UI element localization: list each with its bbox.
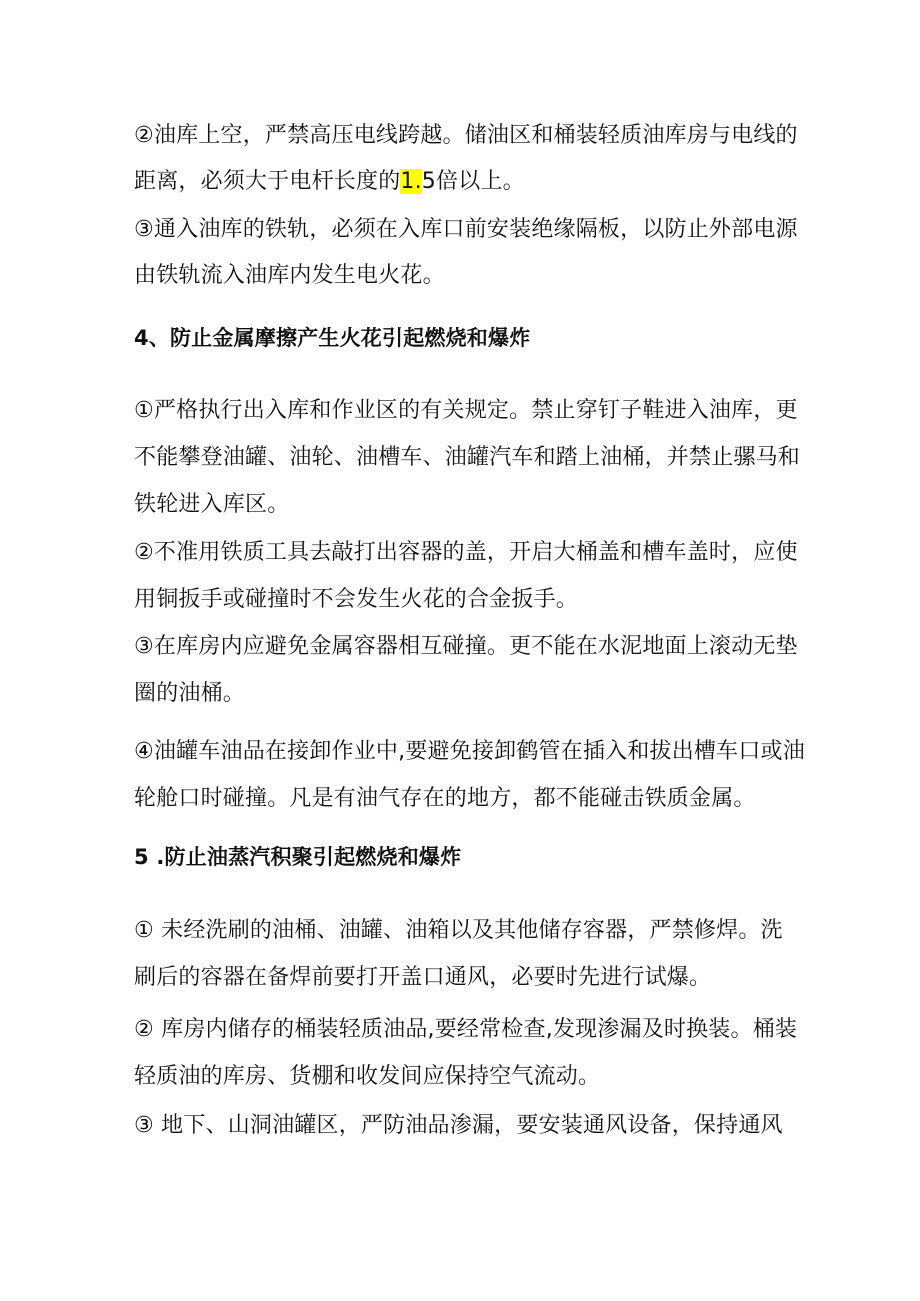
paragraph-line: ①严格执行出入库和作业区的有关规定。禁止穿钉子鞋进入油库，更 [134, 398, 798, 423]
paragraph-line: 不能攀登油罐、油轮、油槽车、油罐汽车和踏上油桶，并禁止骡马和 [134, 445, 801, 470]
paragraph-line: 铁轮进入库区。 [134, 492, 290, 517]
text-span: 5倍以上。 [421, 169, 525, 194]
paragraph-line: 轻质油的库房、货棚和收发间应保持空气流动。 [134, 1064, 601, 1089]
paragraph-line: ②不准用铁质工具去敲打出容器的盖，开启大桶盖和槽车盖时，应使 [134, 540, 798, 565]
paragraph-line: ② 库房内储存的桶装轻质油品,要经常检查,发现渗漏及时换装。桶装 [134, 1017, 798, 1042]
paragraph-line: ②油库上空，严禁高压电线跨越。储油区和桶装轻质油库房与电线的 [134, 123, 798, 148]
paragraph-line [134, 167, 525, 197]
highlighted-text: 1. [400, 169, 422, 194]
paragraph-line: 由铁轨流入油库内发生电火花。 [134, 263, 445, 288]
paragraph-line: ③在库房内应避免金属容器相互碰撞。更不能在水泥地面上滚动无垫 [134, 634, 798, 659]
section-heading: 5 .防止油蒸汽积聚引起燃烧和爆炸 [134, 845, 462, 869]
text-span: 距离，必须大于电杆长度的 [134, 169, 401, 194]
paragraph-line: 用铜扳手或碰撞时不会发生火花的合金扳手。 [134, 587, 579, 612]
paragraph-line: ③通入油库的铁轨，必须在入库口前安装绝缘隔板，以防止外部电源 [134, 217, 798, 242]
paragraph-line: 轮舱口时碰撞。凡是有油气存在的地方，都不能碰击铁质金属。 [134, 786, 756, 811]
paragraph-line: 圈的油桶。 [134, 681, 246, 706]
paragraph-line: 刷后的容器在备焊前要打开盖口通风，必要时先进行试爆。 [134, 965, 712, 990]
section-heading: 4、防止金属摩擦产生火花引起燃烧和爆炸 [134, 326, 531, 350]
paragraph-line: ① 未经洗刷的油桶、油罐、油箱以及其他储存容器，严禁修焊。洗 [134, 918, 783, 943]
paragraph-line: ③ 地下、山洞油罐区，严防油品渗漏，要安装通风设备，保持通风 [134, 1113, 783, 1138]
paragraph-line: ④油罐车油品在接卸作业中,要避免接卸鹤管在插入和拔出槽车口或油 [134, 739, 805, 764]
